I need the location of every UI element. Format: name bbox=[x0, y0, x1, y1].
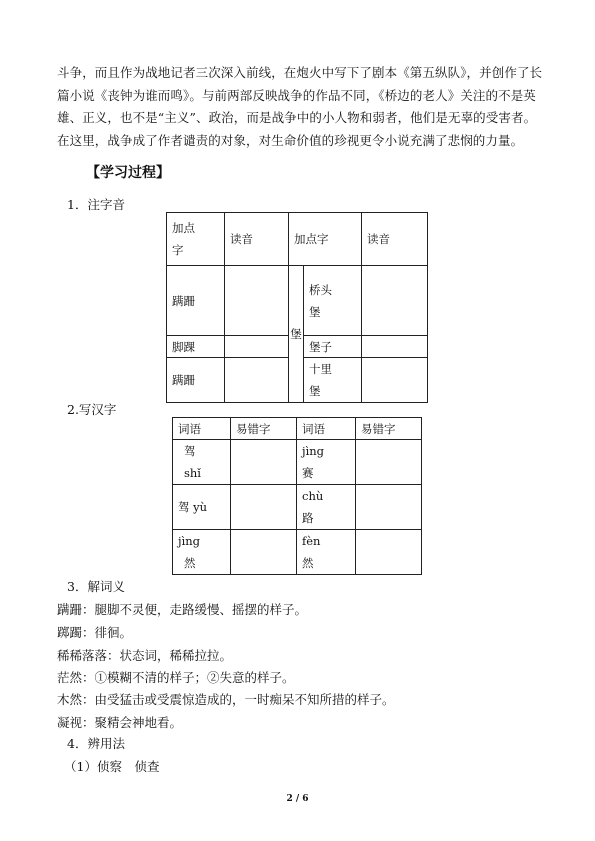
pinyin-text: jìng bbox=[302, 444, 325, 458]
intro-line: 雄、正义，也不是“主义”、政治，而是战争中的小人物和弱者，他们是无辜的受害者。 bbox=[57, 110, 537, 125]
word-text: 驾 bbox=[184, 444, 196, 458]
word-text: 然 bbox=[184, 556, 196, 570]
q3-label: 3．解词义 bbox=[67, 579, 125, 594]
word-cell bbox=[297, 440, 356, 485]
word-text: 赛 bbox=[302, 466, 314, 480]
word-cell: 蹒跚 bbox=[167, 266, 225, 336]
intro-line: 在这里，战争成了作者谴责的对象，对生命价值的珍视更令小说充满了悲悯的力量。 bbox=[57, 132, 524, 148]
word-cell bbox=[304, 266, 362, 336]
word-cell bbox=[304, 358, 362, 403]
definition-item: 木然：由受猛击或受震惊造成的，一时痴呆不知所措的样子。 bbox=[57, 692, 395, 707]
definition-item: 踯躅：徘徊。 bbox=[57, 625, 133, 640]
q4-label: 4．辨用法 bbox=[67, 736, 125, 751]
header-cell: 词语 bbox=[297, 418, 356, 440]
pinyin-text: fèn bbox=[302, 534, 321, 548]
definition-item: 蹒跚：腿脚不灵便，走路缓慢、摇摆的样子。 bbox=[57, 602, 308, 617]
header-cell: 加点字 bbox=[289, 213, 362, 266]
answer-cell[interactable] bbox=[356, 440, 422, 485]
word-text: 十里 bbox=[309, 362, 332, 376]
intro-line: 篇小说《丧钟为谁而鸣》。与前两部反映战争的作品不同，《桥边的老人》关注的不是英 bbox=[57, 87, 536, 103]
word-cell bbox=[297, 530, 356, 575]
header-text: 字 bbox=[172, 243, 184, 257]
header-cell: 读音 bbox=[362, 213, 428, 266]
word-cell: 脚踝 bbox=[167, 336, 225, 358]
header-cell: 易错字 bbox=[356, 418, 422, 440]
answer-cell[interactable] bbox=[356, 530, 422, 575]
pinyin-text: chù bbox=[302, 489, 324, 503]
merged-char-cell: 堡 bbox=[289, 266, 304, 403]
pinyin-text: jìng bbox=[178, 534, 201, 548]
word-text: 堡 bbox=[309, 384, 321, 398]
answer-cell[interactable] bbox=[225, 358, 289, 403]
answer-cell[interactable] bbox=[225, 266, 289, 336]
word-text: 堡 bbox=[309, 304, 321, 319]
word-text: 桥头 bbox=[309, 282, 332, 297]
definition-item: 凝视：聚精会神地看。 bbox=[57, 715, 183, 730]
answer-cell[interactable] bbox=[362, 358, 428, 403]
writing-table bbox=[172, 417, 422, 575]
answer-cell[interactable] bbox=[231, 485, 297, 530]
answer-cell[interactable] bbox=[225, 336, 289, 358]
definition-item: 稀稀落落：状态词，稀稀拉拉。 bbox=[57, 648, 233, 663]
header-cell: 词语 bbox=[173, 418, 231, 440]
header-cell: 易错字 bbox=[231, 418, 297, 440]
header-cell bbox=[167, 213, 225, 266]
answer-cell[interactable] bbox=[362, 336, 428, 358]
answer-cell[interactable] bbox=[362, 266, 428, 336]
word-cell bbox=[173, 440, 231, 485]
word-cell: 蹒跚 bbox=[167, 358, 225, 403]
answer-cell[interactable] bbox=[231, 530, 297, 575]
word-cell: 堡子 bbox=[304, 336, 362, 358]
q1-label: 1．注字音 bbox=[67, 197, 125, 212]
answer-cell[interactable] bbox=[356, 485, 422, 530]
word-text: 路 bbox=[302, 511, 314, 525]
pinyin-text: shǐ bbox=[184, 466, 201, 480]
word-text: 然 bbox=[302, 556, 314, 570]
q4-item: （1）侦察 侦查 bbox=[64, 759, 160, 774]
word-cell bbox=[173, 530, 231, 575]
definition-item: 茫然：①模糊不清的样子；②失意的样子。 bbox=[57, 670, 295, 685]
answer-cell[interactable] bbox=[231, 440, 297, 485]
section-heading: 【学习过程】 bbox=[86, 165, 170, 181]
q2-label: 2.写汉字 bbox=[67, 402, 117, 417]
pronunciation-table bbox=[166, 212, 428, 403]
intro-line: 斗争，而且作为战地记者三次深入前线，在炮火中写下了剧本《第五纵队》，并创作了长 bbox=[57, 65, 543, 80]
header-text: 加点 bbox=[172, 221, 195, 235]
word-cell: 驾 yù bbox=[173, 485, 231, 530]
page-number: 2 / 6 bbox=[286, 794, 309, 804]
word-cell bbox=[297, 485, 356, 530]
header-cell: 读音 bbox=[225, 213, 289, 266]
intro-paragraph bbox=[57, 62, 543, 152]
